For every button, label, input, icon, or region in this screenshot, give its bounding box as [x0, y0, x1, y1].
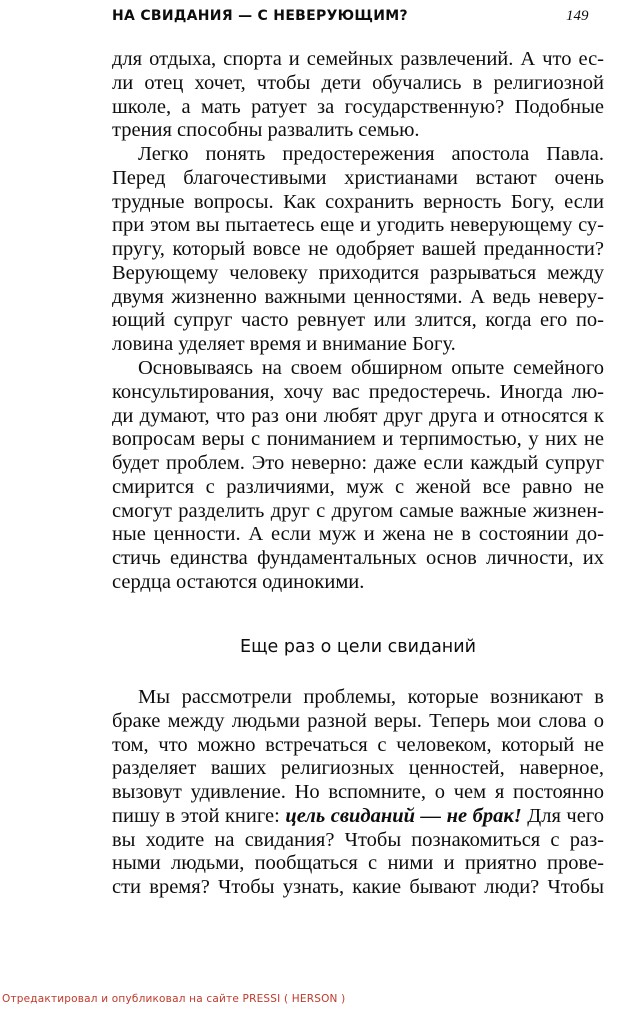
- text-line: Верующему человеку приходится разрываться между: [112, 261, 604, 284]
- text-line: смирится с различиями, муж с женой все равно не: [112, 475, 604, 498]
- paragraph-1: [112, 48, 604, 143]
- text-line: ющий супруг часто ревнует или злится, когда его по-: [112, 309, 604, 332]
- text-line: будет проблем. Это неверно: даже если каждый супруг: [112, 452, 604, 474]
- text-line: при этом вы пытаетесь еще и угодить неверующему су-: [112, 214, 604, 237]
- text-line: ные ценности. А если муж и жена не в состоянии до-: [112, 523, 604, 546]
- text-line: разделяет ваших религиозных ценностей, наверное,: [112, 757, 604, 780]
- running-title: НА СВИДАНИЯ — С НЕВЕРУЮЩИМ?: [112, 8, 408, 24]
- paragraph-3: [112, 357, 604, 595]
- text-line: вызовут удивление. Но вспомните, о чем я постоянно: [112, 781, 604, 803]
- text-line: школе, а мать ратует за государственную? Подобные: [112, 95, 604, 118]
- text-line: ли отец хочет, чтобы дети обучались в религиозной: [112, 71, 604, 94]
- text-line: ными людьми, пообщаться с ними и приятно прове-: [112, 852, 604, 875]
- text-line: том, что можно встречаться с человеком, который не: [112, 733, 604, 756]
- text-line: вопросам веры с пониманием и терпимостью, у них не: [112, 428, 604, 451]
- text-line: трудные вопросы. Как сохранить верность Богу, если: [112, 190, 604, 213]
- text-line: Основываясь на своем обширном опыте семейного: [138, 357, 604, 379]
- text-line: трения способны развалить семью.: [112, 119, 420, 142]
- footer-credit: Отредактировал и опубликовал на сайте PRESSI ( HERSON ): [2, 993, 346, 1005]
- text-line: пругу, который вовсе не одобряет вашей преданности?: [112, 238, 604, 260]
- text-line: двумя жизненно важными ценностями. А ведь неверу-: [112, 285, 604, 308]
- text-run: Для чего: [521, 804, 604, 827]
- page-number: 149: [566, 8, 589, 24]
- text-line: стичь единства фундаментальных основ личности, их: [112, 547, 604, 569]
- text-line: вы ходите на свидания? Чтобы познакомиться с раз-: [112, 828, 604, 851]
- text-line: ди думают, что раз они любят друг друга и относятся к: [112, 404, 604, 427]
- text-line: Легко понять предостережения апостола Павла.: [138, 143, 604, 165]
- text-line-emphasis: [112, 805, 604, 829]
- text-line: для отдыха, спорта и семейных развлечений. А что ес-: [112, 48, 604, 70]
- text-line: ловина уделяет время и внимание Богу.: [112, 333, 456, 355]
- text-line: консультирования, хочу вас предостеречь. Иногда лю-: [112, 380, 604, 403]
- emphasis-text: цель свиданий — не брак!: [285, 804, 522, 827]
- section-paragraph: [112, 686, 604, 900]
- text-line: сти время? Чтобы узнать, какие бывают люди? Чтобы: [112, 876, 604, 898]
- text-run: пишу в этой книге:: [112, 804, 286, 827]
- section-heading: Еще раз о цели свиданий: [240, 637, 476, 657]
- text-line: Перед благочестивыми христианами встают очень: [112, 166, 604, 189]
- text-line: сердца остаются одинокими.: [112, 570, 365, 593]
- paragraph-2: [112, 143, 604, 357]
- text-line: Мы рассмотрели проблемы, которые возникают в: [138, 686, 604, 708]
- text-line: браке между людьми разной веры. Теперь мои слова о: [112, 709, 604, 732]
- text-line: смогут разделить друг с другом самые важные жизнен-: [112, 499, 604, 522]
